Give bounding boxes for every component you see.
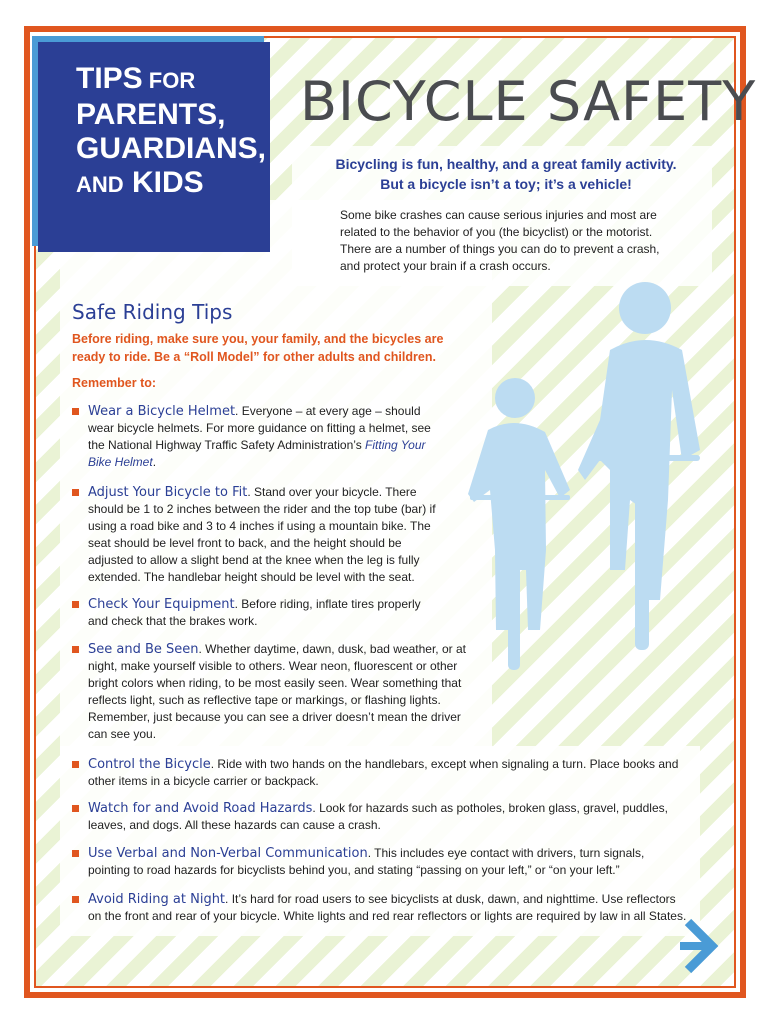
fitting-helmet-link[interactable]: Fitting Your Bike Helmet: [88, 438, 426, 469]
banner-for: FOR: [142, 68, 196, 93]
audience-banner-text: [76, 62, 276, 202]
tip-text: . Everyone – at every age – should wear bicycle helmets. For more guidance on fitting a helmet, see the National Highway Traffic Safety Administration’s: [88, 404, 431, 452]
banner-tips: TIPS: [76, 62, 143, 95]
tip-heading: Adjust Your Bicycle to Fit: [88, 485, 248, 500]
chevron-right-icon[interactable]: [678, 916, 728, 978]
tip-text-tail: .: [152, 455, 157, 469]
banner-and: AND: [76, 172, 124, 197]
subtitle-line-1: Bicycling is fun, healthy, and a great family activity.: [335, 156, 677, 172]
child-wheel: [508, 490, 520, 670]
tip-body: [88, 800, 688, 834]
intro-paragraph: Some bike crashes can cause serious injuries and most are related to the behavior of you (the bicyclist) or the motorist. There are a number of things you can do to prevent a crash, and protect your brain if a crash occurs.: [340, 208, 660, 273]
child-handlebar: [470, 495, 570, 500]
tip-text: . Whether daytime, dawn, dusk, bad weather, or at night, make yourself visible to others. Wear neon, fluorescent or other bright colors when riding, to be most easily seen. Wear something that reflects light, such as reflective tape or markings, or flashing lights. Remember, just because you can see a driver doesn’t mean the driver can see you.: [88, 642, 466, 741]
tip-heading: Control the Bicycle: [88, 757, 211, 772]
bullet-icon: [72, 646, 79, 653]
remember-label: Remember to:: [72, 376, 157, 390]
subtitle: [316, 154, 696, 194]
subtitle-line-2: But a bicycle isn’t a toy; it’s a vehicle!: [380, 176, 632, 192]
chevron-bar: [680, 942, 706, 950]
bullet-icon: [72, 601, 79, 608]
tip-body: [88, 484, 442, 586]
banner-guardians: GUARDIANS,: [76, 132, 267, 165]
section-lead: Before riding, make sure you, your family, and the bicycles are ready to ride. Be a “Roll Model” for other adults and children.: [72, 332, 444, 364]
tip-heading: Watch for and Avoid Road Hazards: [88, 801, 313, 816]
tip-text: . Before riding, inflate tires properly and check that the brakes work.: [88, 597, 421, 628]
bullet-icon: [72, 489, 79, 496]
banner-kids: KIDS: [123, 166, 204, 199]
tip-heading: Use Verbal and Non-Verbal Communication: [88, 846, 368, 861]
tip-text: . It’s hard for road users to see bicyclists at dusk, dawn, and nighttime. Use reflectors on the front and rear of your bicycle. White lights and red rear reflectors or lights are required by law in all States.: [88, 892, 687, 923]
section-title: Safe Riding Tips: [72, 300, 233, 324]
bullet-icon: [72, 850, 79, 857]
adult-wheel: [635, 450, 649, 650]
adult-handlebar: [590, 455, 700, 461]
tip-body: [88, 756, 688, 790]
cyclists-silhouette: [460, 270, 720, 670]
tip-body: [88, 845, 688, 879]
tip-heading: See and Be Seen: [88, 642, 199, 657]
tip-heading: Avoid Riding at Night: [88, 892, 226, 907]
tip-text: . Ride with two hands on the handlebars, except when signaling a turn. Place books and other items in a bicycle carrier or backpack.: [88, 757, 679, 788]
tip-heading: Wear a Bicycle Helmet: [88, 404, 236, 419]
child-head: [495, 378, 535, 418]
banner-parents: PARENTS,: [76, 98, 226, 131]
tip-text: . Stand over your bicycle. There should be 1 to 2 inches between the rider and the top tube (bar) if using a road bike and 3 to 4 inches if using a mountain bike. The seat should be level front to back, and the height should be adjusted to allow a slight bend at the knee when the leg is fully extended. The handlebar height should be level with the seat.: [88, 485, 436, 584]
tip-body: [88, 596, 442, 630]
tip-heading: Check Your Equipment: [88, 597, 235, 612]
tip-text: . Look for hazards such as potholes, broken glass, gravel, puddles, leaves, and dogs. All these hazards can cause a crash.: [88, 801, 668, 832]
tip-body: [88, 403, 442, 471]
bullet-icon: [72, 805, 79, 812]
tip-text: . This includes eye contact with drivers, turn signals, pointing to road hazards for bicyclists behind you, and stating “passing on your left,” or “on your left.”: [88, 846, 645, 877]
tip-body: [88, 641, 482, 743]
page-title: BICYCLE SAFETY: [300, 70, 757, 133]
adult-head: [619, 282, 671, 334]
tip-body: [88, 891, 688, 925]
bullet-icon: [72, 896, 79, 903]
bullet-icon: [72, 761, 79, 768]
bullet-icon: [72, 408, 79, 415]
